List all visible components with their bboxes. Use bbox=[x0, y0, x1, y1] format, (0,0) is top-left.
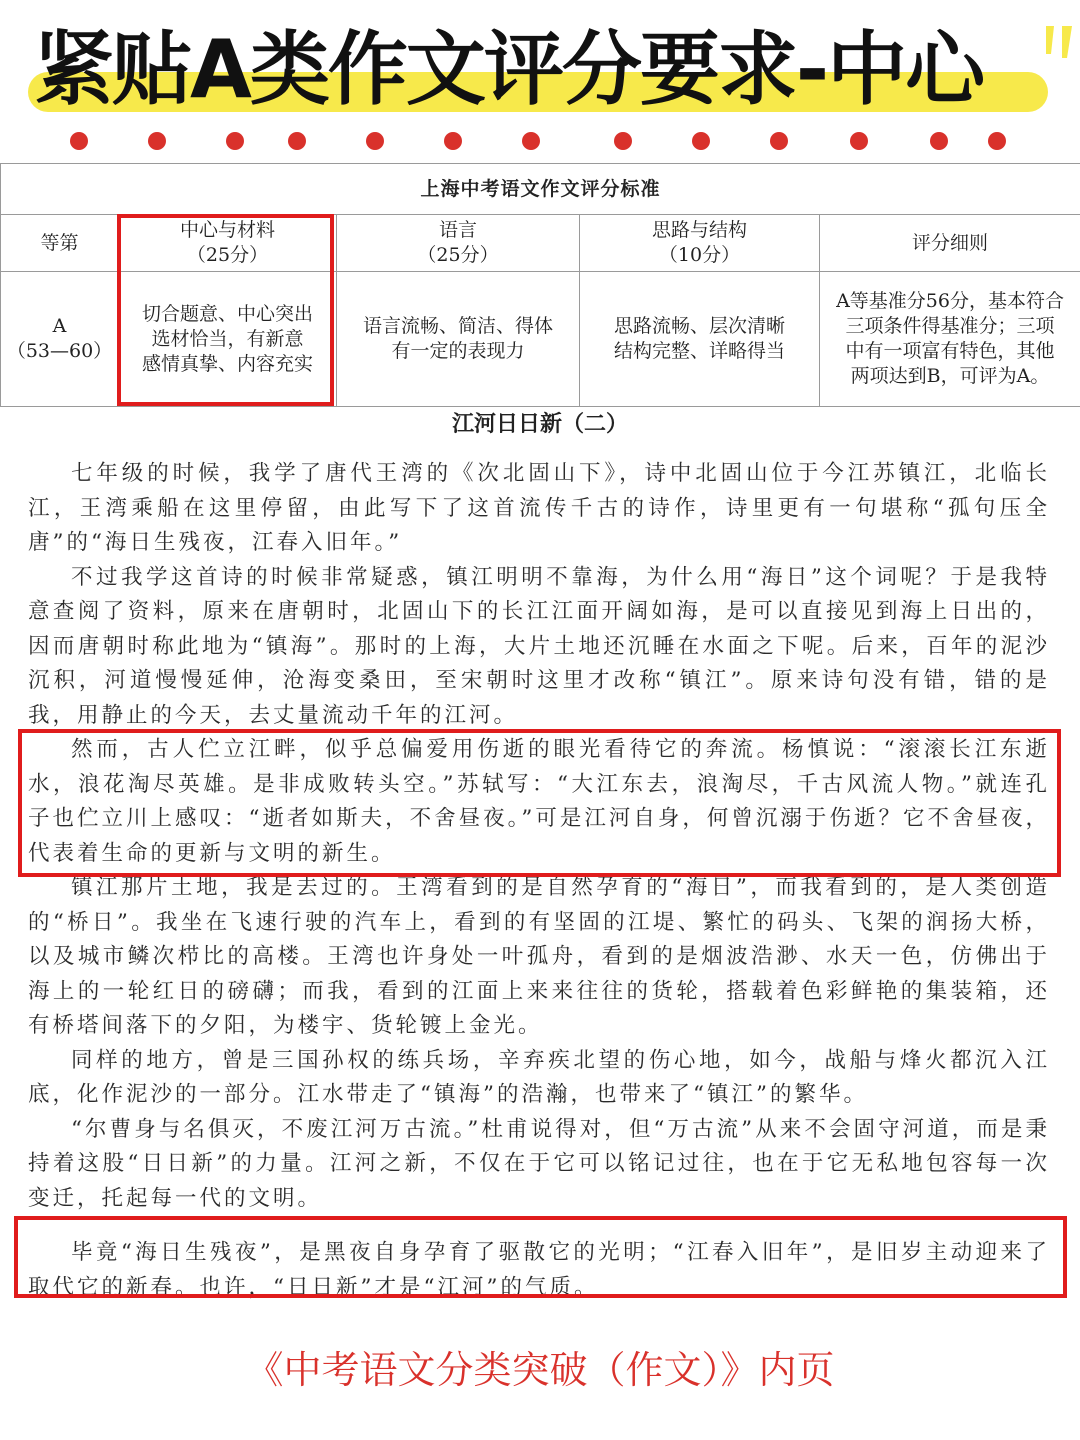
yellow-quote-mark-icon bbox=[1040, 20, 1080, 80]
red-dot bbox=[522, 132, 540, 150]
cell-language: 语言流畅、简洁、得体 有一定的表现力 bbox=[337, 272, 580, 407]
cell-center-material: 切合题意、中心突出 选材恰当，有新意 感情真挚、内容充实 bbox=[119, 272, 337, 407]
table-title-row bbox=[1, 164, 1080, 215]
essay-paragraph: 镇江那片土地，我是去过的。王湾看到的是自然孕育的“海日”，而我看到的，是人类创造的“桥日”。我坐在飞速行驶的汽车上，看到的有坚固的江堤、繁忙的码头、飞架的润扬大桥，以及城市鳞次栉比的高楼。王湾也许身处一叶孤舟，看到的是烟波浩渺、水天一色，仿佛出于海上的一轮红日的磅礴；而我，看到的江面上来来往往的货轮，搭载着色彩鲜艳的集装箱，还有桥塔间落下的夕阳，为楼宇、货轮镀上金光。 bbox=[28, 875, 1050, 1038]
red-dot bbox=[614, 132, 632, 150]
essay-paragraph: 毕竟“海日生残夜”，是黑夜自身孕育了驱散它的光明；“江春入旧年”，是旧岁主动迎来了取代它的新春。也许，“日日新”才是“江河”的气质。 bbox=[28, 1240, 1050, 1300]
essay-paragraph: 然而，古人伫立江畔，似乎总偏爱用伤逝的眼光看待它的奔流。杨慎说：“滚滚长江东逝水，浪花淘尽英雄。是非成败转头空。”苏轼写：“大江东去，浪淘尽，千古风流人物。”就连孔子也伫立川上感叹：“逝者如斯夫，不舍昼夜。”可是江河自身，何曾沉溺于伤逝？它不舍昼夜，代表着生命的更新与文明的新生。 bbox=[28, 737, 1050, 866]
red-dot bbox=[70, 132, 88, 150]
red-dot bbox=[148, 132, 166, 150]
essay-paragraph: 同样的地方，曾是三国孙权的练兵场，辛弃疾北望的伤心地，如今，战船与烽火都沉入江底，化作泥沙的一部分。江水带走了“镇海”的浩瀚，也带来了“镇江”的繁华。 bbox=[28, 1047, 1050, 1107]
red-dot bbox=[850, 132, 868, 150]
red-dot bbox=[366, 132, 384, 150]
header-structure: 思路与结构 （10分） bbox=[580, 215, 820, 272]
red-dot bbox=[770, 132, 788, 150]
highlight-box-center-material bbox=[117, 214, 334, 406]
page-header bbox=[0, 0, 1080, 160]
header-rules: 评分细则 bbox=[820, 215, 1080, 272]
red-dot bbox=[226, 132, 244, 150]
table-title: 上海中考语文作文评分标准 bbox=[1, 164, 1080, 215]
essay-title: 江河日日新（二） bbox=[451, 412, 628, 437]
header-grade: 等第 bbox=[1, 215, 119, 272]
cell-grade: A （53—60） bbox=[1, 272, 119, 407]
highlight-box-paragraph-three bbox=[18, 729, 1061, 877]
cell-rules: A等基准分56分，基本符合 三项条件得基准分；三项 中有一项富有特色，其他 两项达到B，可评为A。 bbox=[820, 272, 1080, 407]
essay-paragraph: 七年级的时候，我学了唐代王湾的《次北固山下》，诗中北固山位于今江苏镇江，北临长江，王湾乘船在这里停留，由此写下了这首流传千古的诗作，诗里更有一句堪称“孤句压全唐”的“海日生残夜，江春入旧年。” bbox=[28, 461, 1050, 555]
cell-structure: 思路流畅、层次清晰 结构完整、详略得当 bbox=[580, 272, 820, 407]
red-dot bbox=[444, 132, 462, 150]
red-dot bbox=[288, 132, 306, 150]
book-caption: 《中考语文分类突破（作文）》内页 bbox=[245, 1348, 835, 1392]
red-dot bbox=[692, 132, 710, 150]
page-title: 紧贴A类作文评分要求-中心 bbox=[34, 23, 984, 116]
red-dot bbox=[930, 132, 948, 150]
essay-paragraph: 不过我学这首诗的时候非常疑惑，镇江明明不靠海，为什么用“海日”这个词呢？于是我特意查阅了资料，原来在唐朝时，北固山下的长江江面开阔如海，是可以直接见到海上日出的，因而唐朝时称此地为“镇海”。那时的上海，大片土地还沉睡在水面之下呢。后来，百年的泥沙沉积，河道慢慢延伸，沧海变桑田，至宋朝时这里才改称“镇江”。原来诗句没有错，错的是我，用静止的今天，去丈量流动千年的江河。 bbox=[28, 564, 1050, 728]
red-dot bbox=[988, 132, 1006, 150]
decorative-dot-row bbox=[70, 132, 1010, 154]
header-language: 语言 （25分） bbox=[337, 215, 580, 272]
highlight-box-final-paragraph bbox=[14, 1216, 1067, 1298]
essay-paragraph: “尔曹身与名俱灭，不废江河万古流。”杜甫说得对，但“万古流”从来不会固守河道，而是秉持着这股“日日新”的力量。江河之新，不仅在于它可以铭记过往，也在于它无私地包容每一次变迁，托起每一代的文明。 bbox=[28, 1116, 1050, 1211]
essay-body bbox=[28, 457, 1050, 1305]
header-center-material: 中心与材料 （25分） bbox=[119, 215, 337, 272]
